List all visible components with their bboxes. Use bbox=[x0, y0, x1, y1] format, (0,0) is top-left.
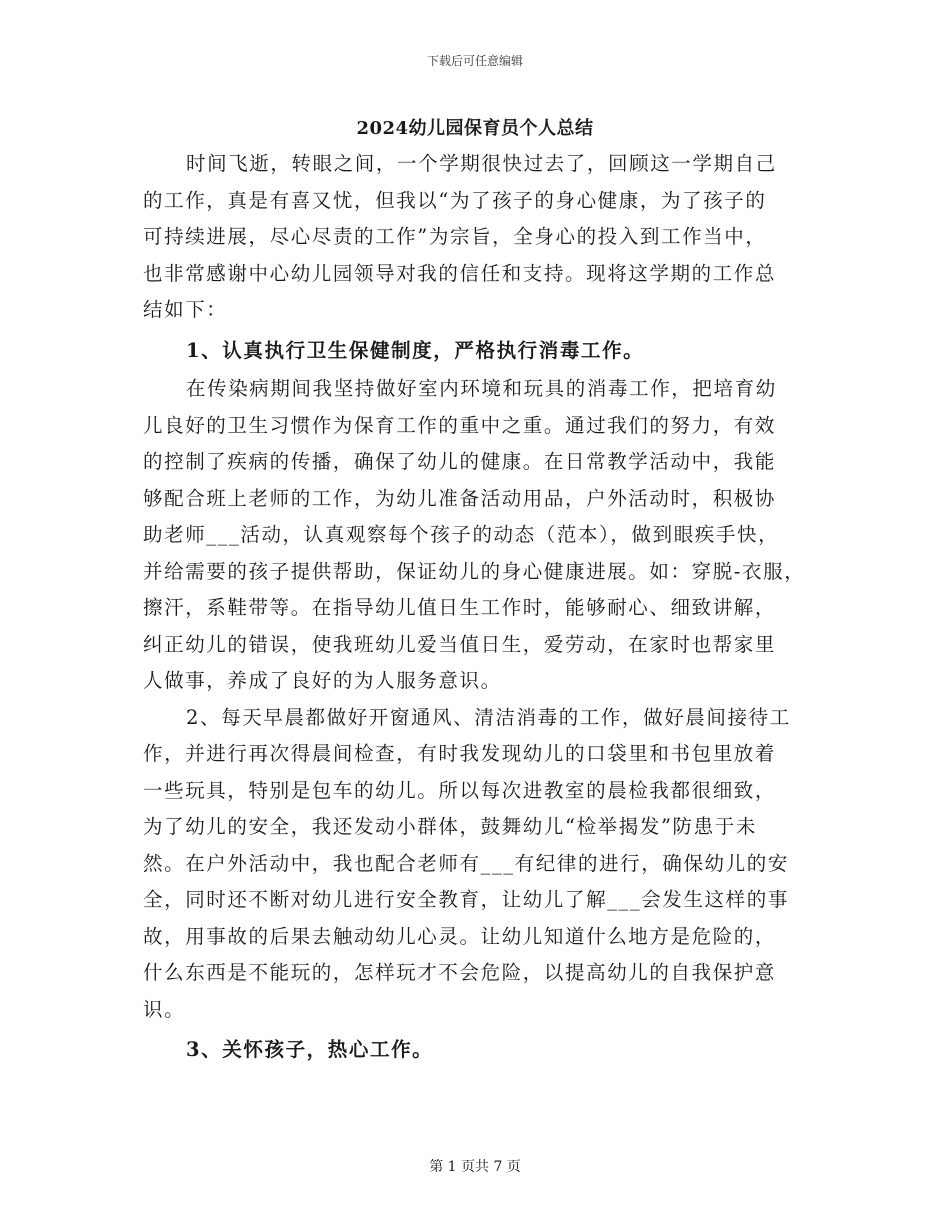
paragraph-line: 作，并进行再次得晨间检查，有时我发现幼儿的口袋里和书包里放着 bbox=[143, 742, 777, 765]
paragraph-line: 够配合班上老师的工作，为幼儿准备活动用品，户外活动时，积极协 bbox=[143, 486, 777, 510]
paragraph-line: 的工作，真是有喜又忧，但我以“为了孩子的身心健康，为了孩子的 bbox=[143, 188, 767, 212]
paragraph-line: 全，同时还不断对幼儿进行安全教育，让幼儿了解___会发生这样的事 bbox=[143, 888, 789, 911]
page-footer: 第 1 页共 7 页 bbox=[429, 1159, 521, 1175]
paragraph-line: 什么东西是不能玩的，怎样玩才不会危险，以提高幼儿的自我保护意 bbox=[143, 961, 777, 984]
header-note: 下载后可任意编辑 bbox=[426, 54, 523, 68]
paragraph-line: 2、每天早晨都做好开窗通风、清洁消毒的工作，做好晨间接待工 bbox=[186, 705, 791, 729]
paragraph-line: 识。 bbox=[143, 997, 186, 1021]
paragraph-line: 可持续进展，尽心尽责的工作”为宗旨，全身心的投入到工作当中， bbox=[143, 225, 767, 248]
document-title: 2024幼儿园保育员个人总结 bbox=[356, 118, 594, 139]
paragraph-line: 助老师___活动，认真观察每个孩子的动态（范本），做到眼疾手快， bbox=[143, 523, 780, 546]
paragraph-line: 在传染病期间我坚持做好室内环境和玩具的消毒工作，把培育幼 bbox=[186, 377, 777, 400]
paragraph-line: 擦汗，系鞋带等。在指导幼儿值日生工作时，能够耐心、细致讲解， bbox=[143, 596, 777, 619]
paragraph-line: 为了幼儿的安全，我还发动小群体，鼓舞幼儿“检举揭发”防患于未 bbox=[143, 815, 757, 838]
paragraph-line: 也非常感谢中心幼儿园领导对我的信任和支持。现将这学期的工作总 bbox=[143, 261, 777, 285]
paragraph-line: 纠正幼儿的错误，使我班幼儿爱当值日生，爱劳动，在家时也帮家里 bbox=[143, 632, 777, 656]
paragraph-line: 儿良好的卫生习惯作为保育工作的重中之重。通过我们的努力，有效 bbox=[143, 413, 777, 437]
paragraph-line: 人做事，养成了良好的为人服务意识。 bbox=[143, 669, 502, 692]
section-heading: 3、关怀孩子，热心工作。 bbox=[186, 1038, 434, 1061]
paragraph-line: 结如下： bbox=[143, 298, 228, 321]
paragraph-line: 的控制了疾病的传播，确保了幼儿的健康。在日常教学活动中，我能 bbox=[143, 450, 777, 473]
paragraph-line: 并给需要的孩子提供帮助，保证幼儿的身心健康进展。如：穿脱-衣服， bbox=[143, 559, 806, 583]
paragraph-line: 故，用事故的后果去触动幼儿心灵。让幼儿知道什么地方是危险的， bbox=[143, 924, 777, 948]
paragraph-line: 一些玩具，特别是包车的幼儿。所以每次进教室的晨检我都很细致， bbox=[143, 778, 777, 802]
section-heading: 1、认真执行卫生保健制度，严格执行消毒工作。 bbox=[186, 338, 645, 362]
paragraph-line: 时间飞逝，转眼之间，一个学期很快过去了，回顾这一学期自己 bbox=[186, 152, 777, 175]
paragraph-line: 然。在户外活动中，我也配合老师有___有纪律的进行，确保幼儿的安 bbox=[143, 851, 789, 875]
